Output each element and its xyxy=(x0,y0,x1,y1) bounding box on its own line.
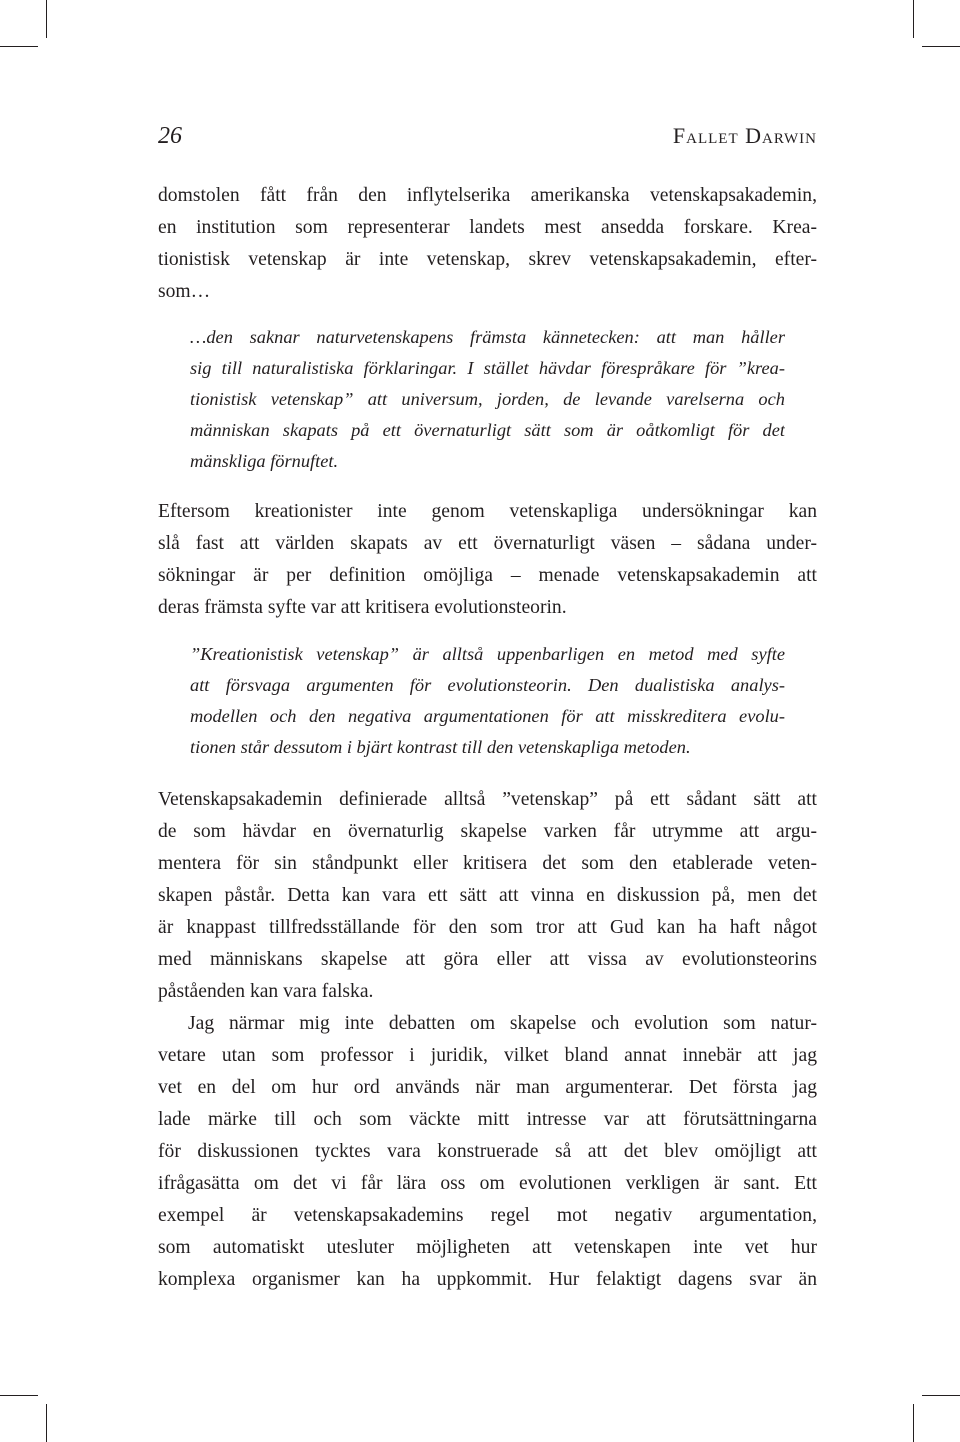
text-line: tionen står dessutom i bjärt kontrast till den vetenskapliga metoden. xyxy=(190,737,691,757)
text-line: som… xyxy=(158,281,211,302)
text-line: slå fast att världen skapats av ett övernaturligt väsen – sådana under- xyxy=(158,533,817,554)
text-line: lade märke till och som väckte mitt intresse var att förutsättningarna xyxy=(158,1109,817,1130)
block-quote-1 xyxy=(190,322,785,477)
crop-mark-top-left-v xyxy=(46,0,47,38)
text-line: exempel är vetenskapsakademins regel mot negativ argumentation, xyxy=(158,1205,817,1226)
text-line: som automatiskt utesluter möjligheten att vetenskapen inte vet hur xyxy=(158,1237,817,1258)
text-line: tionistisk vetenskap” att universum, jorden, de levande varelserna och xyxy=(190,389,785,409)
text-line: modellen och den negativa argumentationen för att misskreditera evolu- xyxy=(190,706,785,726)
body-paragraph-4 xyxy=(158,1008,817,1296)
text-line: mänskliga förnuftet. xyxy=(190,451,339,471)
page-number: 26 xyxy=(158,123,182,149)
text-line: …den saknar naturvetenskapens främsta kännetecken: att man håller xyxy=(190,327,785,347)
text-line: vetare utan som professor i juridik, vilket bland annat innebär att jag xyxy=(158,1045,817,1066)
text-line: sökningar är per definition omöjliga – menade vetenskapsakademin att xyxy=(158,565,817,586)
running-head xyxy=(158,119,817,153)
crop-mark-bottom-left-h xyxy=(0,1395,38,1396)
text-line: en institution som representerar landets mest ansedda forskare. Krea- xyxy=(158,217,817,238)
crop-mark-bottom-right-h xyxy=(922,1395,960,1396)
text-line: tionistisk vetenskap är inte vetenskap, skrev vetenskapsakademin, efter- xyxy=(158,249,817,270)
text-line: sig till naturalistiska förklaringar. I stället hävdar förespråkare för ”krea- xyxy=(190,358,785,378)
body-paragraph-2 xyxy=(158,496,817,624)
text-line: Jag närmar mig inte debatten om skapelse och evolution som natur- xyxy=(188,1013,817,1034)
text-line: påståenden kan vara falska. xyxy=(158,981,374,1002)
text-line: skapen påstår. Detta kan vara ett sätt att vinna en diskussion på, men det xyxy=(158,885,817,906)
body-paragraph-3 xyxy=(158,784,817,1008)
text-line: för diskussionen tycktes vara konstruerade så att det blev omöjligt att xyxy=(158,1141,817,1162)
text-line: människan skapats på ett övernaturligt sätt som är oåtkomligt för det xyxy=(190,420,785,440)
text-line: är knappast tillfredsställande för den som tror att Gud kan ha haft något xyxy=(158,917,817,938)
crop-mark-top-right-v xyxy=(913,0,914,38)
running-title: Fallet Darwin xyxy=(672,123,817,148)
block-quote-2 xyxy=(190,639,785,763)
text-line: domstolen fått från den inflytelserika amerikanska vetenskapsakademin, xyxy=(158,185,817,206)
text-line: ”Kreationistisk vetenskap” är alltså uppenbarligen en metod med syfte xyxy=(190,644,785,664)
text-line: att försvaga argumenten för evolutionsteorin. Den dualistiska analys- xyxy=(190,675,785,695)
text-line: deras främsta syfte var att kritisera evolutionsteorin. xyxy=(158,597,567,618)
crop-mark-top-left-h xyxy=(0,46,38,47)
body-paragraph-1 xyxy=(158,180,817,308)
text-line: mentera för sin ståndpunkt eller kritisera det som den etablerade veten- xyxy=(158,853,817,874)
text-line: komplexa organismer kan ha uppkommit. Hur felaktigt dagens svar än xyxy=(158,1269,817,1290)
text-line: de som hävdar en övernaturlig skapelse varken får utrymme att argu- xyxy=(158,821,817,842)
crop-mark-bottom-right-v xyxy=(913,1404,914,1442)
crop-mark-bottom-left-v xyxy=(46,1404,47,1442)
text-line: vet en del om hur ord används när man argumenterar. Det första jag xyxy=(158,1077,817,1098)
text-line: ifrågasätta om det vi får lära oss om evolutionen verkligen är sant. Ett xyxy=(158,1173,817,1194)
text-line: Eftersom kreationister inte genom vetenskapliga undersökningar kan xyxy=(158,501,817,522)
text-line: Vetenskapsakademin definierade alltså ”vetenskap” på ett sådant sätt att xyxy=(158,789,817,810)
text-line: med människans skapelse att göra eller att vissa av evolutionsteorins xyxy=(158,949,817,970)
crop-mark-top-right-h xyxy=(922,46,960,47)
